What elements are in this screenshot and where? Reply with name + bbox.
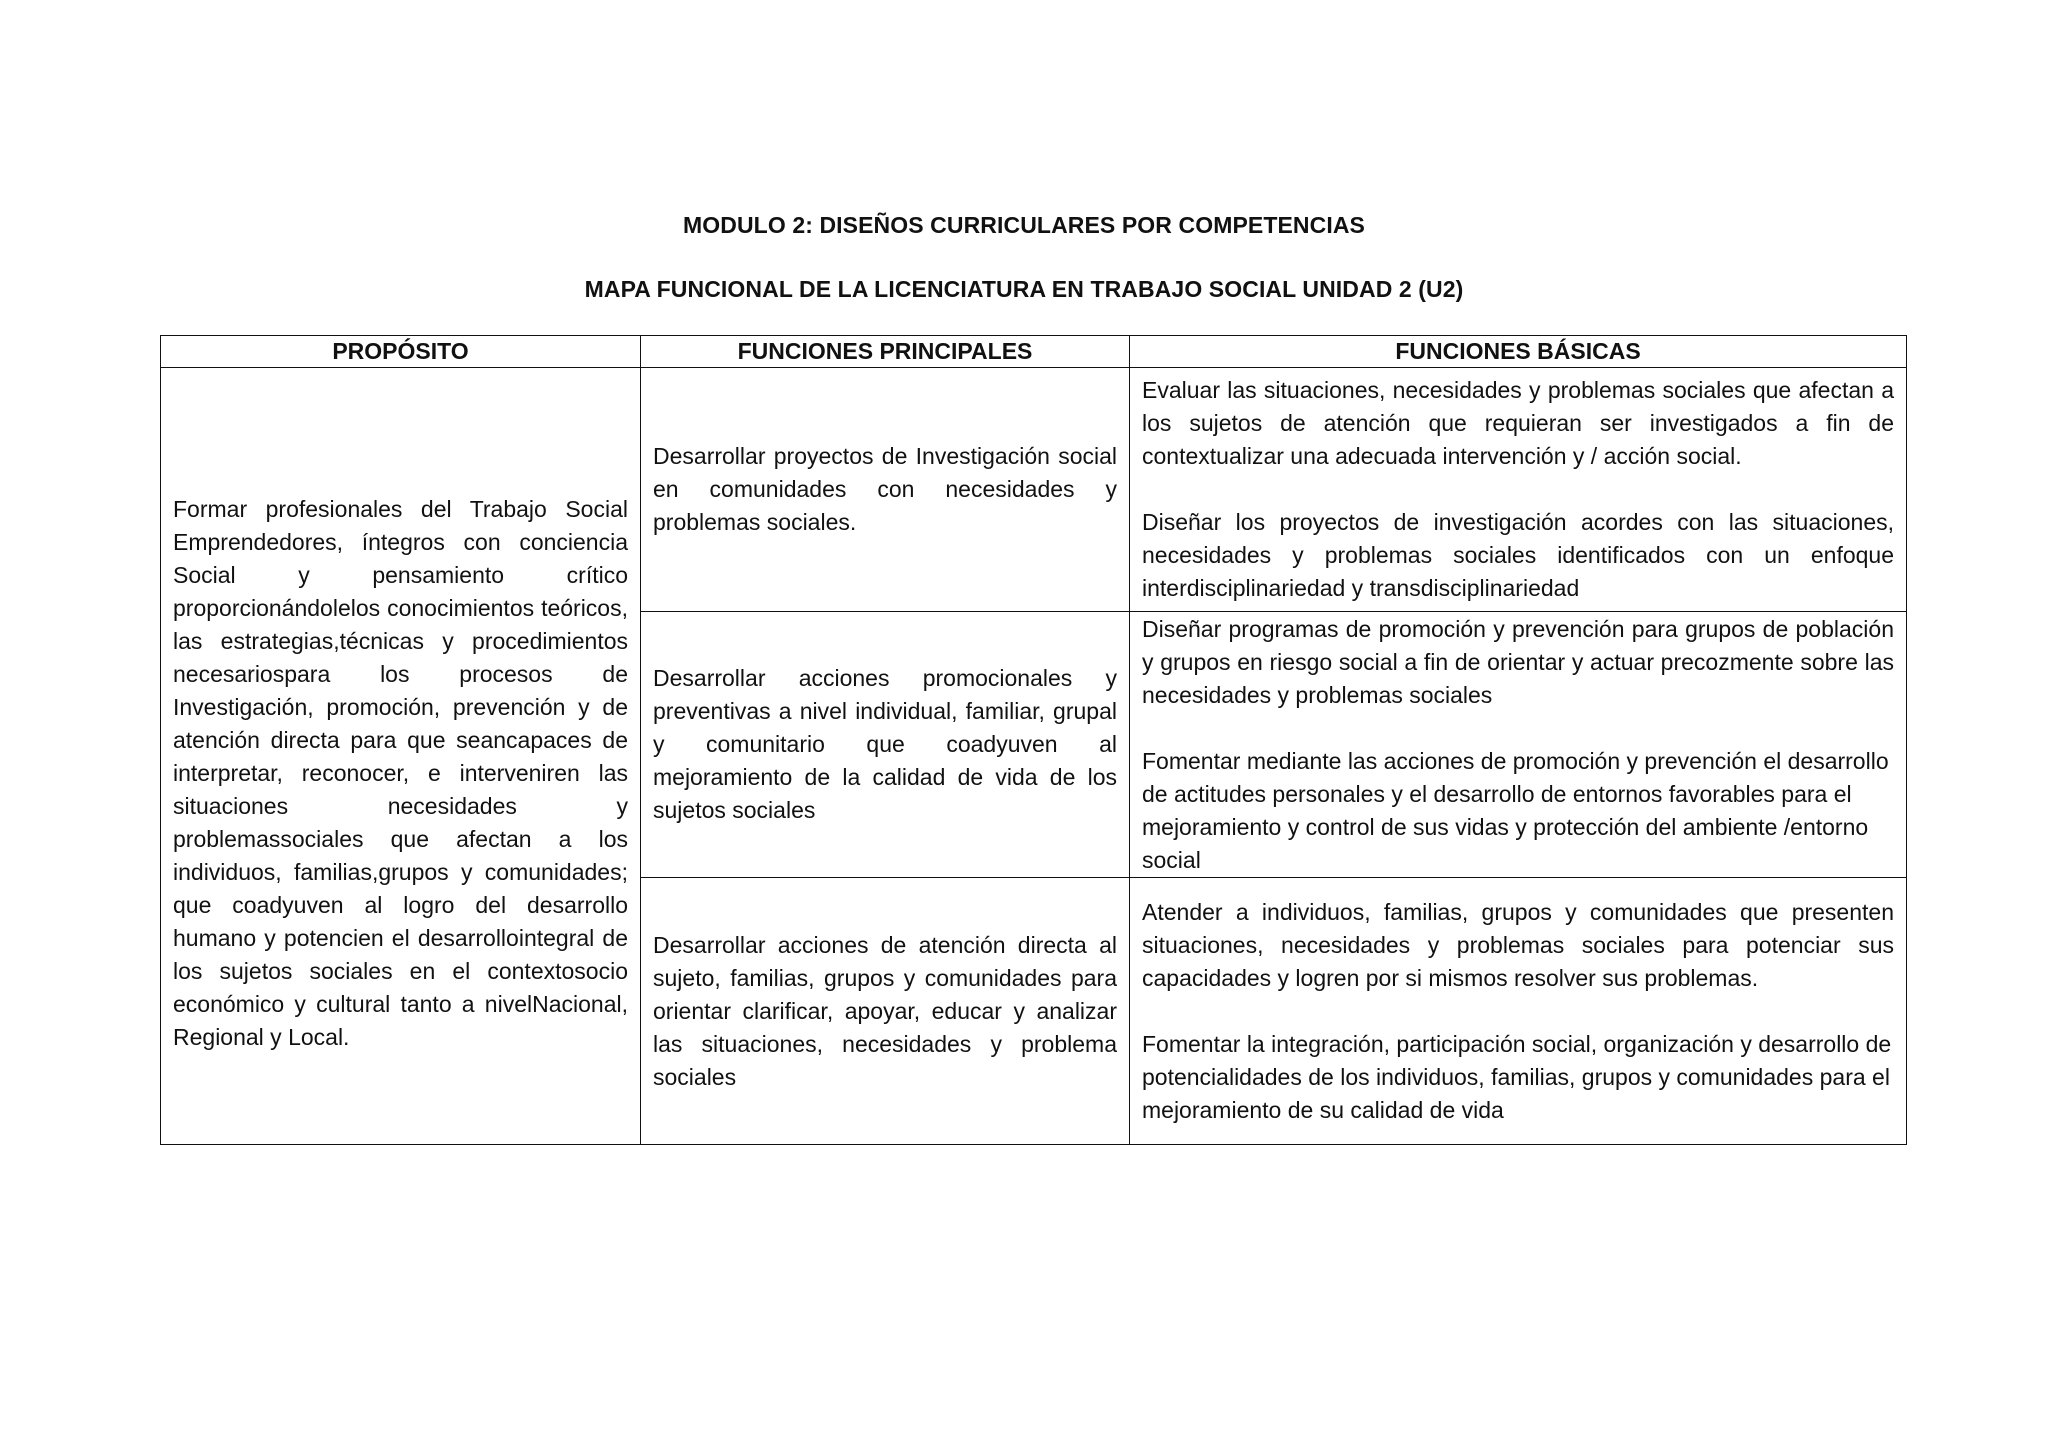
basic-functions-cell [1130, 368, 1907, 612]
basic-function-text: Diseñar los proyectos de investigación acordes con las situaciones, necesidades y problemas sociales identificados con un enfoque interdisciplinariedad y transdisciplinariedad [1142, 509, 1894, 601]
functional-map-table [160, 335, 1907, 1145]
basic-functions-cell [1130, 612, 1907, 878]
table-row [161, 368, 1907, 612]
table-header-row [161, 336, 1907, 368]
principal-function-cell [641, 878, 1130, 1145]
document-title: MODULO 2: DISEÑOS CURRICULARES POR COMPETENCIAS [683, 212, 1365, 238]
header-purpose: PROPÓSITO [161, 336, 641, 368]
principal-function-text: Desarrollar proyectos de Investigación social en comunidades con necesidades y problemas sociales. [653, 443, 1117, 535]
principal-function-cell [641, 612, 1130, 878]
principal-function-text: Desarrollar acciones promocionales y preventivas a nivel individual, familiar, grupal y comunitario que coadyuven al mejoramiento de la calidad de vida de los sujetos sociales [653, 665, 1117, 823]
header-basic-functions: FUNCIONES BÁSICAS [1130, 336, 1907, 368]
basic-function-text: Fomentar la integración, participación social, organización y desarrollo de potencialidades de los individuos, familias, grupos y comunidades para el mejoramiento de su calidad de vida [1142, 1030, 1892, 1123]
purpose-cell [161, 368, 641, 1145]
principal-function-cell [641, 368, 1130, 612]
principal-function-text: Desarrollar acciones de atención directa al sujeto, familias, grupos y comunidades para orientar clarificar, apoyar, educar y analizar las situaciones, necesidades y problema sociales [653, 931, 1117, 1090]
header-principal-functions: FUNCIONES PRINCIPALES [641, 336, 1130, 368]
basic-function-text: Diseñar programas de promoción y prevención para grupos de población y grupos en riesgo social a fin de orientar y actuar precozmente sobre las necesidades y problemas sociales [1142, 615, 1894, 708]
basic-functions-cell [1130, 878, 1907, 1145]
purpose-text: Formar profesionales del Trabajo Social Emprendedores, íntegros con conciencia Social y pensamiento crítico proporcionándolelos conocimientos teóricos, las estrategias,técnicas y procedimientos necesariospara los procesos de Investigación, promoción, prevención y de atención directa para que seancapaces de interpretar, reconocer, e interveniren las situaciones necesidades y problemassociales que afectan a los individuos, familias,grupos y comunidades; que coadyuven al logro del desarrollo humano y potencien el desarrollointegral de los sujetos sociales en el contextosocio económico y cultural tanto a nivelNacional, Regional y Local. [173, 495, 628, 1050]
document-subtitle: MAPA FUNCIONAL DE LA LICENCIATURA EN TRABAJO SOCIAL UNIDAD 2 (U2) [584, 276, 1464, 302]
basic-function-text: Fomentar mediante las acciones de promoción y prevención el desarrollo de actitudes personales y el desarrollo de entornos favorables para el mejoramiento y control de sus vidas y protección del ambiente /entorno social [1142, 747, 1889, 873]
basic-function-text: Evaluar las situaciones, necesidades y problemas sociales que afectan a los sujetos de atención que requieran ser investigados a fin de contextualizar una adecuada intervención y / acción social. [1142, 377, 1894, 469]
basic-function-text: Atender a individuos, familias, grupos y comunidades que presenten situaciones, necesidades y problemas sociales para potenciar sus capacidades y logren por si mismos resolver sus problemas. [1142, 898, 1894, 991]
